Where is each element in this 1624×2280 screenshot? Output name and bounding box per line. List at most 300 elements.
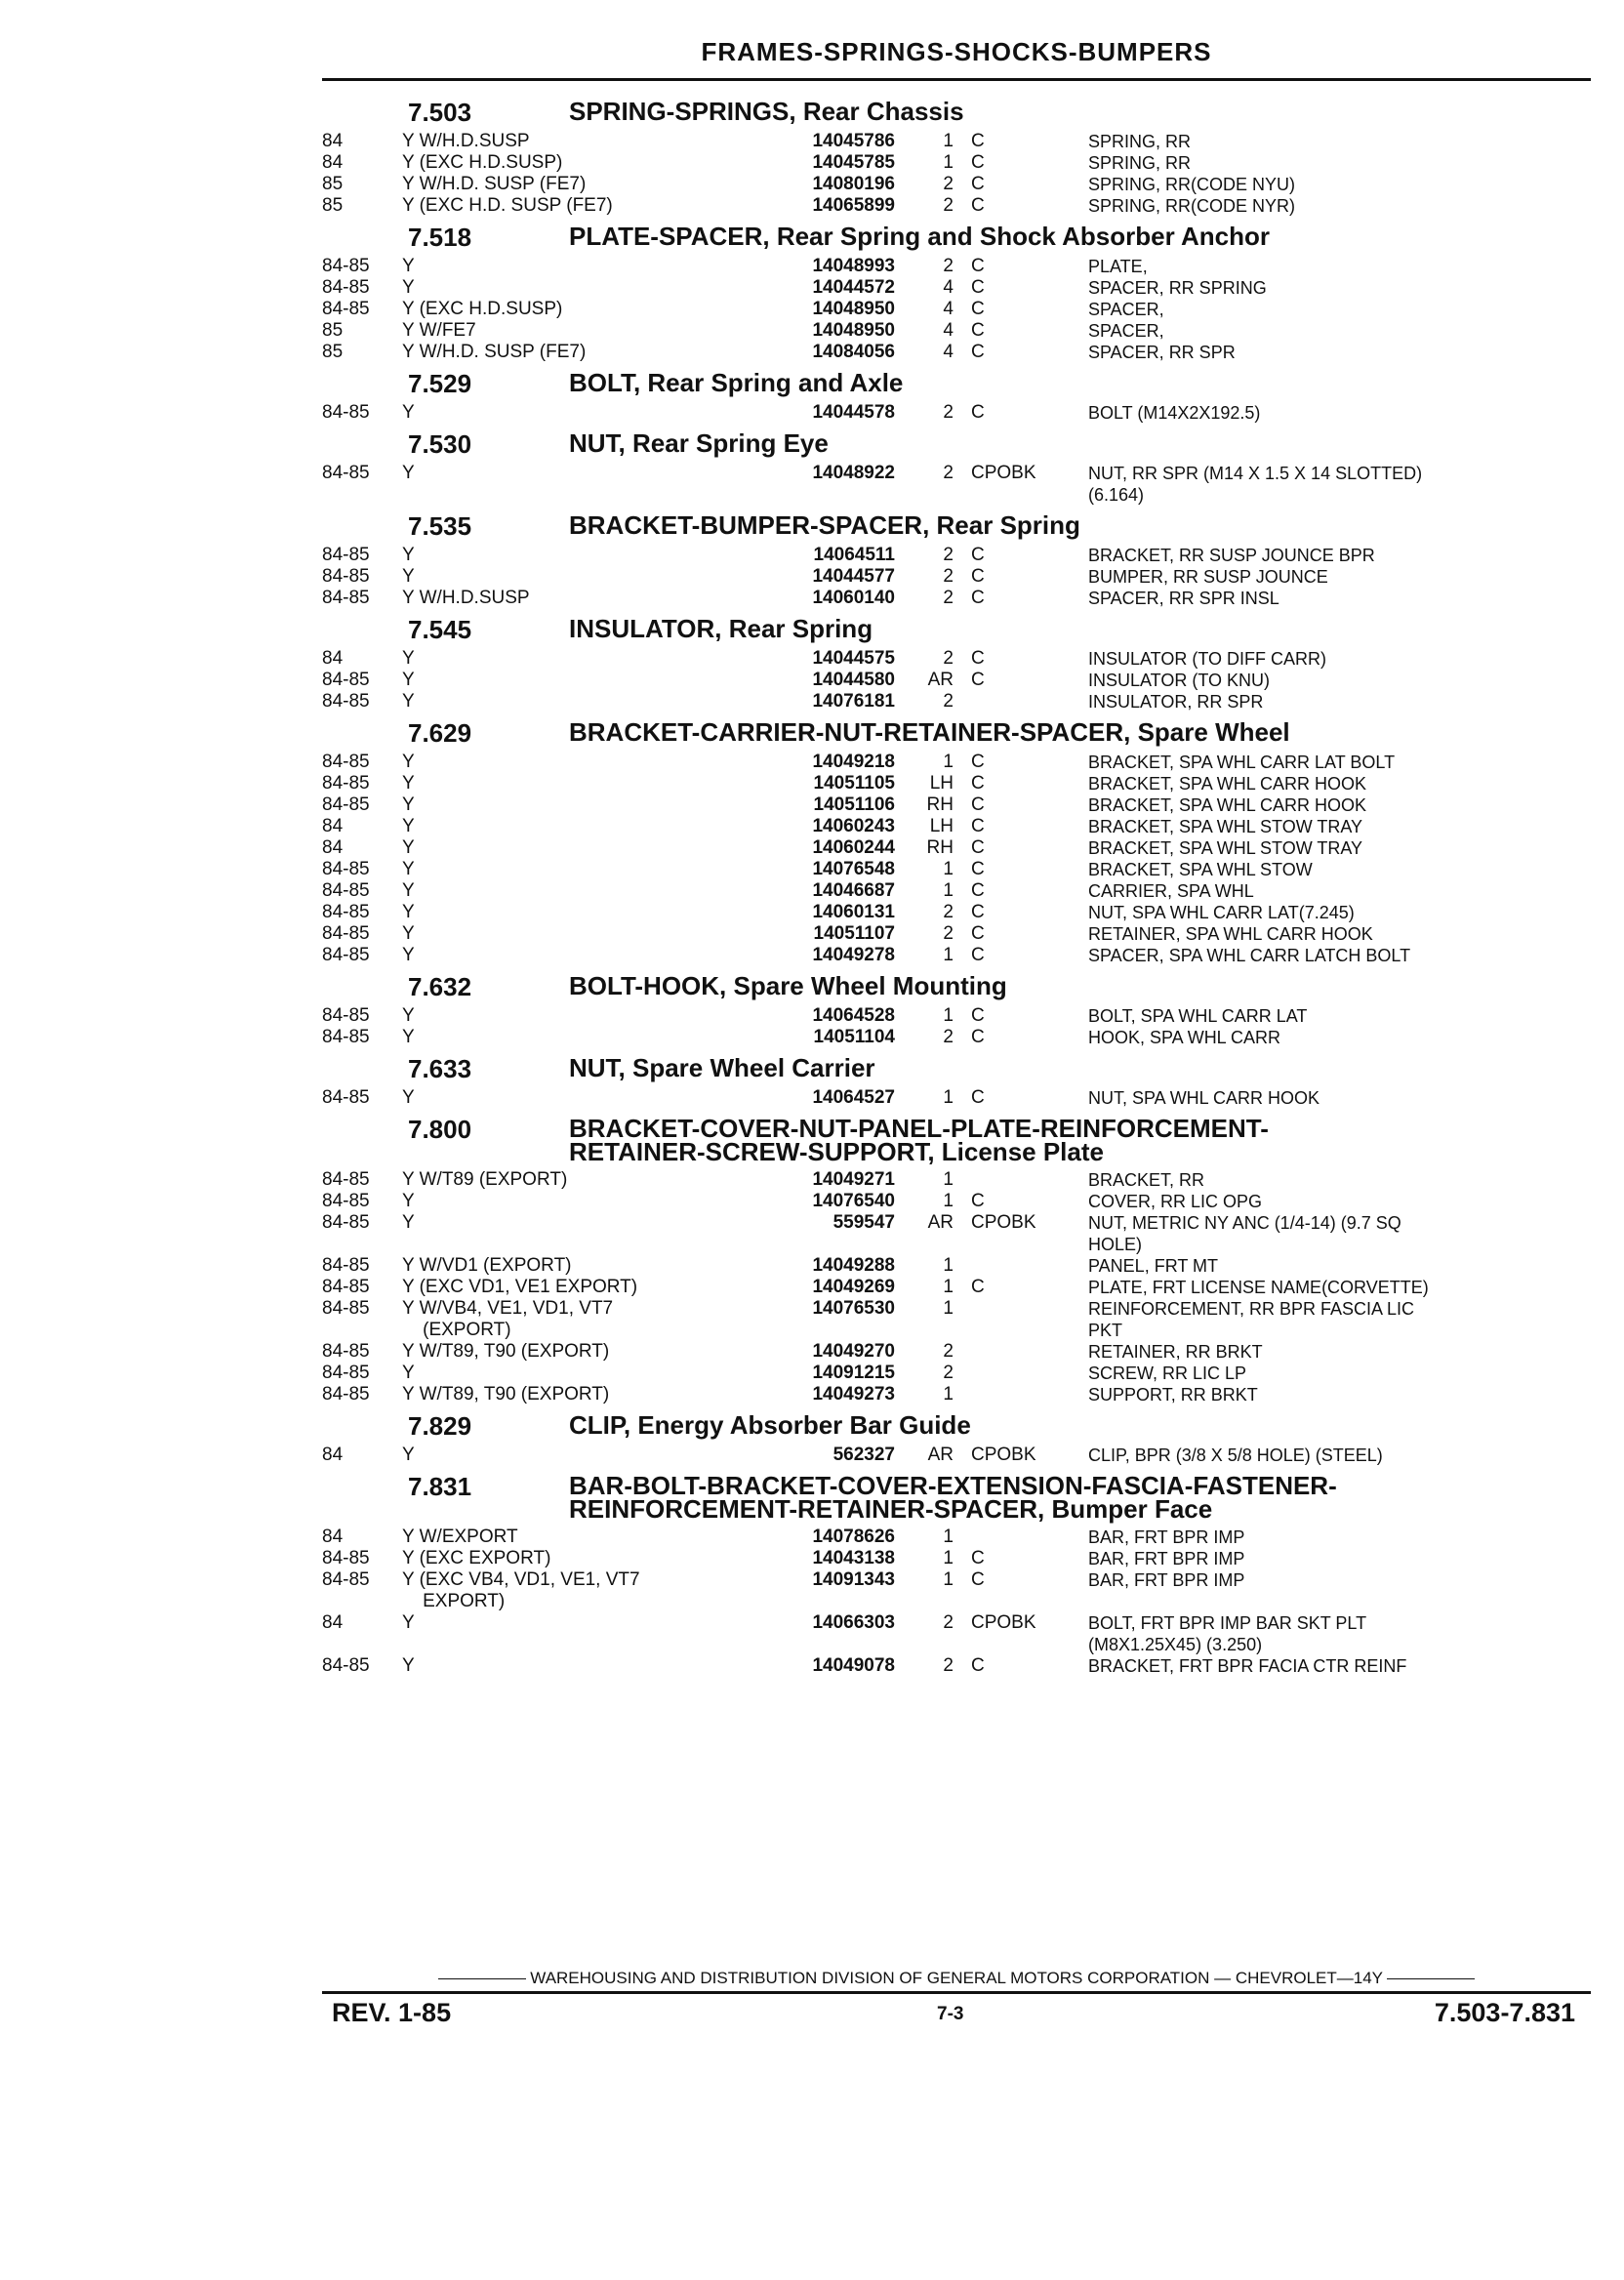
quantity: 1 <box>943 1548 954 1568</box>
section-heading <box>322 97 1601 127</box>
section-7-535 <box>322 510 1601 609</box>
part-description: SPRING, RR <box>1088 132 1192 151</box>
part-row <box>322 1548 1601 1569</box>
model-years: 84-85 <box>322 794 370 815</box>
part-description: SPRING, RR <box>1088 153 1192 173</box>
part-description: BRACKET, SPA WHL CARR HOOK <box>1088 774 1367 794</box>
application: Y <box>402 402 415 423</box>
part-description: SPRING, RR(CODE NYR) <box>1088 196 1296 216</box>
application: Y <box>402 1363 415 1383</box>
part-description: SCREW, RR LIC LP <box>1088 1364 1247 1383</box>
application: Y <box>402 794 415 815</box>
part-number: 14060244 <box>812 837 895 858</box>
note-code: C <box>971 648 985 669</box>
part-row <box>322 1169 1601 1191</box>
model-years: 84-85 <box>322 691 370 712</box>
section-heading <box>322 1053 1601 1083</box>
note-code: C <box>971 1277 985 1297</box>
part-row <box>322 545 1601 566</box>
part-number: 14076540 <box>812 1191 895 1211</box>
part-description: HOOK, SPA WHL CARR <box>1088 1028 1281 1047</box>
part-row <box>322 1255 1601 1277</box>
section-number: 7.829 <box>408 1411 472 1441</box>
application: Y <box>402 816 415 836</box>
application: Y <box>402 1212 415 1233</box>
quantity: 1 <box>943 152 954 173</box>
part-row <box>322 1445 1601 1466</box>
part-description: NUT, SPA WHL CARR HOOK <box>1088 1088 1320 1108</box>
part-row <box>322 1527 1601 1548</box>
parts-list <box>322 92 1601 1677</box>
quantity: 1 <box>943 859 954 879</box>
note-code: C <box>971 880 985 901</box>
part-number: 14044577 <box>812 566 895 587</box>
note-code: C <box>971 794 985 815</box>
part-number: 14076548 <box>812 859 895 879</box>
section-heading <box>322 717 1601 748</box>
part-row <box>322 1341 1601 1363</box>
section-7-831 <box>322 1471 1601 1677</box>
part-row <box>322 256 1601 277</box>
part-row <box>322 277 1601 299</box>
part-row <box>322 1384 1601 1405</box>
part-description: BOLT, FRT BPR IMP BAR SKT PLT (M8X1.25X45) (3.250) <box>1088 1613 1367 1654</box>
section-7-800 <box>322 1114 1601 1405</box>
part-description: BRACKET, SPA WHL STOW TRAY <box>1088 838 1363 858</box>
application: Y W/VB4, VE1, VD1, VT7 (EXPORT) <box>402 1298 614 1340</box>
application: Y W/T89, T90 (EXPORT) <box>402 1384 610 1405</box>
quantity: 2 <box>943 902 954 922</box>
model-years: 85 <box>322 174 344 194</box>
quantity: 2 <box>943 691 954 712</box>
part-description: REINFORCEMENT, RR BPR FASCIA LIC PKT <box>1088 1299 1415 1340</box>
part-description: SPACER, RR SPR <box>1088 343 1236 362</box>
part-number: 14044575 <box>812 648 895 669</box>
section-title: SPRING-SPRINGS, Rear Chassis <box>569 97 964 126</box>
application: Y (EXC VB4, VD1, VE1, VT7 EXPORT) <box>402 1569 640 1611</box>
part-description: BOLT, SPA WHL CARR LAT <box>1088 1006 1308 1026</box>
part-row <box>322 837 1601 859</box>
model-years: 84-85 <box>322 1212 370 1233</box>
application: Y (EXC H.D.SUSP) <box>402 299 563 319</box>
quantity: LH <box>929 773 954 794</box>
section-number: 7.530 <box>408 429 472 459</box>
note-code: C <box>971 1191 985 1211</box>
section-title: INSULATOR, Rear Spring <box>569 614 873 643</box>
model-years: 84-85 <box>322 277 370 298</box>
part-number: 14048950 <box>812 320 895 341</box>
quantity: 2 <box>943 923 954 944</box>
part-row <box>322 1005 1601 1027</box>
model-years: 84 <box>322 1612 344 1633</box>
part-description: PLATE, <box>1088 257 1148 276</box>
part-description: CARRIER, SPA WHL <box>1088 881 1254 901</box>
part-row <box>322 588 1601 609</box>
application: Y <box>402 1445 415 1465</box>
model-years: 84-85 <box>322 752 370 772</box>
footer-division-text: WAREHOUSING AND DISTRIBUTION DIVISION OF GENERAL MOTORS CORPORATION — CHEVROLET—14Y <box>530 1969 1383 1987</box>
quantity: 2 <box>943 588 954 608</box>
section-7-629 <box>322 717 1601 966</box>
part-number: 14060243 <box>812 816 895 836</box>
footer-division <box>322 1969 1591 1988</box>
part-description: BRACKET, RR <box>1088 1170 1205 1190</box>
quantity: AR <box>927 1212 954 1233</box>
model-years: 84-85 <box>322 256 370 276</box>
note-code: C <box>971 670 985 690</box>
model-years: 84-85 <box>322 859 370 879</box>
section-title: CLIP, Energy Absorber Bar Guide <box>569 1410 971 1440</box>
part-description: SPACER, <box>1088 300 1164 319</box>
note-code: C <box>971 402 985 423</box>
part-description: NUT, SPA WHL CARR LAT(7.245) <box>1088 903 1355 922</box>
quantity: 1 <box>943 1255 954 1276</box>
application: Y (EXC VD1, VE1 EXPORT) <box>402 1277 638 1297</box>
quantity: 4 <box>943 320 954 341</box>
model-years: 84-85 <box>322 1191 370 1211</box>
note-code: C <box>971 945 985 965</box>
part-row <box>322 816 1601 837</box>
section-number: 7.535 <box>408 511 472 541</box>
part-number: 14043138 <box>812 1548 895 1568</box>
part-row <box>322 174 1601 195</box>
application: Y <box>402 691 415 712</box>
section-heading <box>322 614 1601 644</box>
note-code: CPOBK <box>971 1612 1036 1633</box>
part-number: 562327 <box>832 1445 895 1465</box>
model-years: 84-85 <box>322 670 370 690</box>
application: Y W/H.D. SUSP (FE7) <box>402 174 587 194</box>
section-7-518 <box>322 224 1601 363</box>
application: Y <box>402 670 415 690</box>
application: Y <box>402 752 415 772</box>
part-description: BRACKET, SPA WHL CARR HOOK <box>1088 795 1367 815</box>
model-years: 84-85 <box>322 1341 370 1362</box>
part-row <box>322 670 1601 691</box>
application: Y W/H.D.SUSP <box>402 588 530 608</box>
part-description: PANEL, FRT MT <box>1088 1256 1219 1276</box>
part-description: BRACKET, RR SUSP JOUNCE BPR <box>1088 546 1375 565</box>
part-row <box>322 648 1601 670</box>
section-number: 7.503 <box>408 98 472 127</box>
part-number: 14051107 <box>813 923 895 944</box>
part-description: BRACKET, FRT BPR FACIA CTR REINF <box>1088 1656 1407 1676</box>
note-code: C <box>971 1548 985 1568</box>
application: Y <box>402 463 415 483</box>
note-code: C <box>971 299 985 319</box>
part-description: RETAINER, RR BRKT <box>1088 1342 1263 1362</box>
application: Y W/T89, T90 (EXPORT) <box>402 1341 610 1362</box>
part-number: 14045785 <box>812 152 895 173</box>
model-years: 84-85 <box>322 1384 370 1405</box>
section-number: 7.800 <box>408 1115 472 1144</box>
model-years: 84 <box>322 837 344 858</box>
quantity: 1 <box>943 1527 954 1547</box>
quantity: 1 <box>943 131 954 151</box>
part-row <box>322 1298 1601 1341</box>
model-years: 84-85 <box>322 1363 370 1383</box>
section-number: 7.633 <box>408 1054 472 1083</box>
application: Y (EXC EXPORT) <box>402 1548 551 1568</box>
model-years: 85 <box>322 342 344 362</box>
section-title: BOLT, Rear Spring and Axle <box>569 368 904 397</box>
part-row <box>322 342 1601 363</box>
part-row <box>322 902 1601 923</box>
section-number: 7.529 <box>408 369 472 398</box>
part-row <box>322 566 1601 588</box>
part-number: 14049078 <box>812 1655 895 1676</box>
part-number: 14064511 <box>813 545 895 565</box>
application: Y <box>402 880 415 901</box>
model-years: 84-85 <box>322 1548 370 1568</box>
note-code: C <box>971 174 985 194</box>
note-code: C <box>971 131 985 151</box>
application: Y <box>402 1027 415 1047</box>
part-number: 14060131 <box>812 902 895 922</box>
application: Y <box>402 277 415 298</box>
application: Y <box>402 1655 415 1676</box>
section-heading <box>322 971 1601 1001</box>
part-number: 14048950 <box>812 299 895 319</box>
part-row <box>322 152 1601 174</box>
quantity: LH <box>929 816 954 836</box>
section-title: BRACKET-COVER-NUT-PANEL-PLATE-REINFORCEMENT- RETAINER-SCREW-SUPPORT, License Plate <box>569 1114 1269 1166</box>
part-number: 14065899 <box>812 195 895 216</box>
section-title: PLATE-SPACER, Rear Spring and Shock Absorber Anchor <box>569 222 1270 251</box>
note-code: C <box>971 752 985 772</box>
footer-rule-left <box>438 1978 526 1979</box>
application: Y W/H.D. SUSP (FE7) <box>402 342 587 362</box>
note-code: C <box>971 773 985 794</box>
section-heading <box>322 368 1601 398</box>
part-row <box>322 131 1601 152</box>
header-rule <box>322 78 1591 81</box>
application: Y W/FE7 <box>402 320 476 341</box>
section-7-829 <box>322 1410 1601 1466</box>
part-description: INSULATOR (TO KNU) <box>1088 671 1271 690</box>
part-row <box>322 752 1601 773</box>
section-7-529 <box>322 368 1601 424</box>
note-code: C <box>971 923 985 944</box>
model-years: 84-85 <box>322 1087 370 1108</box>
part-description: SPACER, RR SPR INSL <box>1088 589 1279 608</box>
quantity: 1 <box>943 1298 954 1319</box>
note-code: C <box>971 152 985 173</box>
quantity: 1 <box>943 1005 954 1026</box>
model-years: 84-85 <box>322 1027 370 1047</box>
model-years: 84-85 <box>322 945 370 965</box>
note-code: C <box>971 816 985 836</box>
quantity: 4 <box>943 299 954 319</box>
application: Y W/T89 (EXPORT) <box>402 1169 568 1190</box>
section-title: NUT, Spare Wheel Carrier <box>569 1053 875 1082</box>
part-description: BAR, FRT BPR IMP <box>1088 1570 1245 1590</box>
part-number: 14080196 <box>812 174 895 194</box>
note-code: C <box>971 859 985 879</box>
part-number: 14049288 <box>812 1255 895 1276</box>
section-number: 7.545 <box>408 615 472 644</box>
application: Y W/VD1 (EXPORT) <box>402 1255 572 1276</box>
part-number: 14064527 <box>812 1087 895 1108</box>
section-7-632 <box>322 971 1601 1048</box>
part-description: BOLT (M14X2X192.5) <box>1088 403 1261 423</box>
part-number: 14051106 <box>813 794 895 815</box>
part-row <box>322 923 1601 945</box>
model-years: 85 <box>322 195 344 216</box>
section-7-530 <box>322 428 1601 506</box>
section-title: BAR-BOLT-BRACKET-COVER-EXTENSION-FASCIA-FASTENER- REINFORCEMENT-RETAINER-SPACER, Bumper Face <box>569 1471 1337 1524</box>
application: Y <box>402 945 415 965</box>
part-description: BAR, FRT BPR IMP <box>1088 1549 1245 1568</box>
model-years: 84-85 <box>322 902 370 922</box>
part-description: RETAINER, SPA WHL CARR HOOK <box>1088 924 1373 944</box>
part-description: BRACKET, SPA WHL STOW TRAY <box>1088 817 1363 836</box>
application: Y W/EXPORT <box>402 1527 518 1547</box>
part-number: 14078626 <box>812 1527 895 1547</box>
part-number: 14049273 <box>812 1384 895 1405</box>
model-years: 84-85 <box>322 1255 370 1276</box>
part-description: SUPPORT, RR BRKT <box>1088 1385 1258 1405</box>
quantity: 1 <box>943 1169 954 1190</box>
quantity: 1 <box>943 1384 954 1405</box>
model-years: 84-85 <box>322 880 370 901</box>
part-row <box>322 402 1601 424</box>
model-years: 84-85 <box>322 545 370 565</box>
part-number: 14048993 <box>812 256 895 276</box>
application: Y (EXC H.D.SUSP) <box>402 152 563 173</box>
quantity: 2 <box>943 402 954 423</box>
part-description: COVER, RR LIC OPG <box>1088 1192 1263 1211</box>
application: Y <box>402 923 415 944</box>
section-number: 7.629 <box>408 718 472 748</box>
note-code: C <box>971 256 985 276</box>
section-number: 7.632 <box>408 972 472 1001</box>
section-number: 7.518 <box>408 223 472 252</box>
part-row <box>322 794 1601 816</box>
note-code: C <box>971 1005 985 1026</box>
section-heading <box>322 428 1601 459</box>
quantity: 1 <box>943 1191 954 1211</box>
section-7-545 <box>322 614 1601 712</box>
application: Y <box>402 902 415 922</box>
part-number: 14051104 <box>813 1027 895 1047</box>
note-code: C <box>971 1655 985 1676</box>
model-years: 84-85 <box>322 923 370 944</box>
part-number: 559547 <box>832 1212 895 1233</box>
part-row <box>322 195 1601 217</box>
quantity: 2 <box>943 174 954 194</box>
part-description: CLIP, BPR (3/8 X 5/8 HOLE) (STEEL) <box>1088 1445 1383 1465</box>
model-years: 84-85 <box>322 1655 370 1676</box>
part-number: 14049218 <box>812 752 895 772</box>
part-number: 14049278 <box>812 945 895 965</box>
model-years: 84-85 <box>322 773 370 794</box>
page-header: FRAMES-SPRINGS-SHOCKS-BUMPERS <box>701 37 1212 66</box>
quantity: 2 <box>943 256 954 276</box>
model-years: 84 <box>322 152 344 173</box>
section-heading <box>322 1114 1601 1166</box>
model-years: 84-85 <box>322 1005 370 1026</box>
model-years: 84-85 <box>322 402 370 423</box>
part-row <box>322 691 1601 712</box>
part-row <box>322 859 1601 880</box>
quantity: 2 <box>943 195 954 216</box>
section-heading <box>322 510 1601 541</box>
model-years: 84-85 <box>322 1298 370 1319</box>
application: Y <box>402 256 415 276</box>
quantity: 2 <box>943 1363 954 1383</box>
part-number: 14076530 <box>812 1298 895 1319</box>
quantity: 4 <box>943 342 954 362</box>
section-range: 7.503-7.831 <box>1434 1998 1575 2027</box>
note-code: CPOBK <box>971 1445 1036 1465</box>
part-row <box>322 1212 1601 1255</box>
application: Y W/H.D.SUSP <box>402 131 530 151</box>
part-row <box>322 1612 1601 1655</box>
quantity: 1 <box>943 945 954 965</box>
part-number: 14060140 <box>812 588 895 608</box>
part-number: 14046687 <box>812 880 895 901</box>
note-code: C <box>971 837 985 858</box>
model-years: 84-85 <box>322 1569 370 1590</box>
part-number: 14044580 <box>812 670 895 690</box>
note-code: C <box>971 1087 985 1108</box>
model-years: 84-85 <box>322 1169 370 1190</box>
application: Y <box>402 1612 415 1633</box>
quantity: AR <box>927 670 954 690</box>
quantity: 2 <box>943 463 954 483</box>
part-description: BUMPER, RR SUSP JOUNCE <box>1088 567 1328 587</box>
part-description: SPACER, SPA WHL CARR LATCH BOLT <box>1088 946 1411 965</box>
section-title: BRACKET-BUMPER-SPACER, Rear Spring <box>569 510 1080 540</box>
quantity: 4 <box>943 277 954 298</box>
part-description: INSULATOR (TO DIFF CARR) <box>1088 649 1327 669</box>
model-years: 84 <box>322 648 344 669</box>
part-row <box>322 299 1601 320</box>
application: Y <box>402 566 415 587</box>
part-number: 14049269 <box>812 1277 895 1297</box>
application: Y <box>402 859 415 879</box>
part-number: 14044572 <box>812 277 895 298</box>
part-row <box>322 773 1601 794</box>
application: Y <box>402 648 415 669</box>
quantity: 2 <box>943 1612 954 1633</box>
section-title: NUT, Rear Spring Eye <box>569 428 829 458</box>
page-number: 7-3 <box>937 2004 964 2024</box>
quantity: 2 <box>943 1341 954 1362</box>
quantity: 1 <box>943 1569 954 1590</box>
quantity: 2 <box>943 566 954 587</box>
model-years: 84 <box>322 816 344 836</box>
quantity: 2 <box>943 1027 954 1047</box>
note-code: C <box>971 1569 985 1590</box>
revision-label: REV. 1-85 <box>332 1998 452 2027</box>
section-heading <box>322 1410 1601 1441</box>
note-code: C <box>971 545 985 565</box>
section-heading <box>322 1471 1601 1524</box>
part-number: 14049271 <box>812 1169 895 1190</box>
section-title: BOLT-HOOK, Spare Wheel Mounting <box>569 971 1007 1000</box>
part-row <box>322 945 1601 966</box>
model-years: 84-85 <box>322 1277 370 1297</box>
note-code: C <box>971 342 985 362</box>
model-years: 84 <box>322 1527 344 1547</box>
model-years: 84-85 <box>322 588 370 608</box>
note-code: C <box>971 195 985 216</box>
quantity: 1 <box>943 1087 954 1108</box>
part-description: INSULATOR, RR SPR <box>1088 692 1264 712</box>
quantity: 2 <box>943 545 954 565</box>
